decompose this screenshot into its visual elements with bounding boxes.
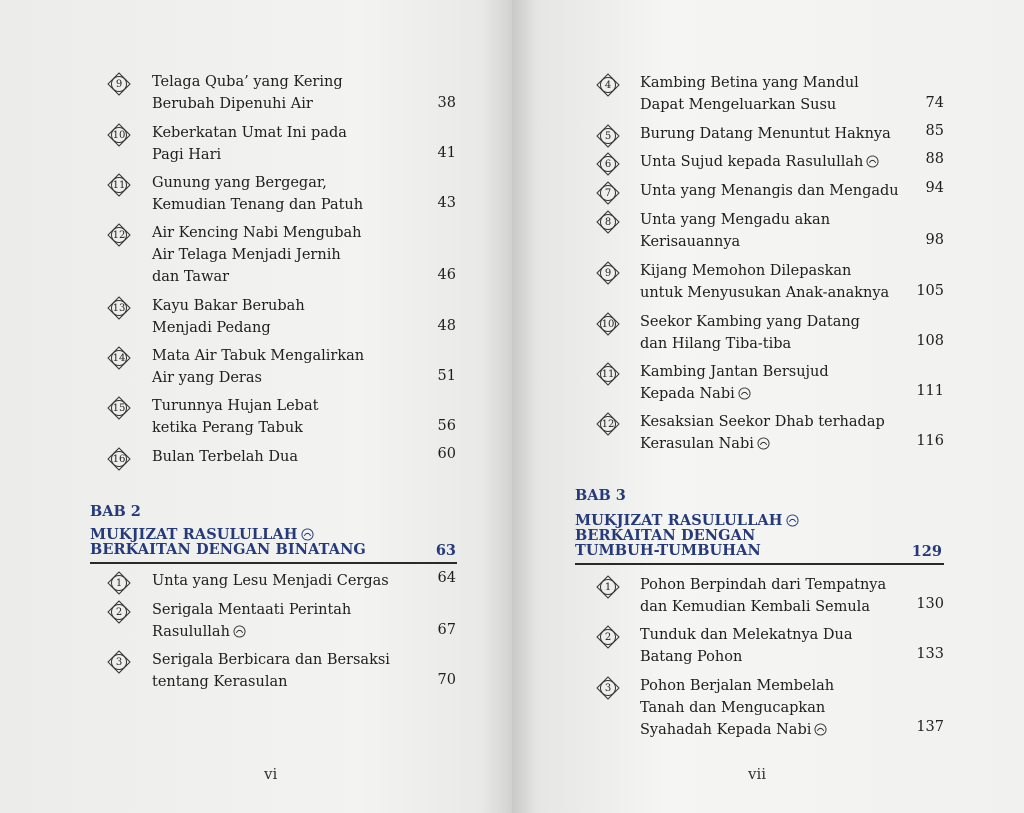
toc-entry-page: 108 bbox=[916, 333, 944, 349]
chapter-title-line: TUMBUH-TUMBUHAN bbox=[575, 542, 761, 559]
salawat-glyph-icon bbox=[233, 625, 246, 638]
toc-entry-title[interactable]: Seekor Kambing yang Datang dan Hilang Tiba-tiba bbox=[640, 314, 860, 352]
toc-entry-page: 116 bbox=[916, 433, 944, 449]
chapter-title-line: MUKJIZAT RASULULLAH bbox=[575, 512, 783, 529]
entry-number-badge: 2 bbox=[596, 625, 620, 649]
toc-entry-title[interactable]: Serigala Mentaati Perintah Rasulullah bbox=[152, 602, 352, 640]
entry-number-badge: 14 bbox=[107, 346, 131, 370]
entry-number-badge: 15 bbox=[107, 396, 131, 420]
toc-entry-title[interactable]: Pohon Berjalan Membelah Tanah dan Mengucapkan Syahadah Kepada Nabi bbox=[640, 678, 835, 738]
entry-number-badge: 1 bbox=[596, 575, 620, 599]
page-number-folio: vi bbox=[264, 765, 278, 783]
toc-entry-title[interactable]: Kijang Memohon Dilepaskan untuk Menyusukan Anak-anaknya bbox=[640, 263, 890, 301]
salawat-glyph-icon bbox=[738, 387, 751, 400]
toc-entry-page: 46 bbox=[437, 267, 456, 283]
toc-entry-page: 88 bbox=[925, 151, 944, 167]
chapter-divider bbox=[575, 563, 944, 565]
entry-number-badge: 5 bbox=[596, 124, 620, 148]
toc-entry-page: 111 bbox=[916, 383, 944, 399]
toc-entry-page: 94 bbox=[925, 180, 944, 196]
toc-entry-title[interactable]: Kayu Bakar Berubah Menjadi Pedang bbox=[152, 298, 305, 336]
chapter-label: BAB 3 bbox=[575, 487, 626, 504]
entry-number-badge: 12 bbox=[596, 412, 620, 436]
chapter-page: 63 bbox=[435, 542, 456, 559]
entry-number-badge: 9 bbox=[107, 72, 131, 96]
salawat-glyph-icon bbox=[301, 528, 314, 541]
chapter-title[interactable] bbox=[90, 527, 366, 557]
toc-entry-title[interactable]: Pohon Berpindah dari Tempatnya dan Kemudian Kembali Semula bbox=[640, 577, 887, 615]
toc-entry-title[interactable]: Turunnya Hujan Lebat ketika Perang Tabuk bbox=[152, 398, 319, 436]
entry-number-badge: 8 bbox=[596, 210, 620, 234]
entry-number-badge: 2 bbox=[107, 600, 131, 624]
entry-number-badge: 1 bbox=[107, 571, 131, 595]
entry-number-badge: 12 bbox=[107, 223, 131, 247]
toc-entry-page: 43 bbox=[437, 195, 456, 211]
salawat-glyph-icon bbox=[814, 723, 827, 736]
chapter-title-line: BERKAITAN DENGAN BINATANG bbox=[90, 541, 366, 558]
toc-entry-title[interactable]: Unta yang Lesu Menjadi Cergas bbox=[152, 573, 389, 589]
toc-entry-title[interactable]: Bulan Terbelah Dua bbox=[152, 449, 298, 465]
toc-entry-title[interactable]: Unta Sujud kepada Rasulullah bbox=[640, 151, 879, 173]
toc-entry-page: 98 bbox=[925, 232, 944, 248]
toc-entry-page: 64 bbox=[437, 570, 456, 586]
entry-number-badge: 4 bbox=[596, 73, 620, 97]
chapter-label: BAB 2 bbox=[90, 503, 141, 520]
toc-entry-page: 70 bbox=[437, 672, 456, 688]
toc-entry-title[interactable]: Kambing Jantan Bersujud Kepada Nabi bbox=[640, 364, 829, 402]
toc-entry-page: 137 bbox=[916, 719, 944, 735]
toc-entry-page: 133 bbox=[916, 646, 944, 662]
toc-entry-title[interactable]: Gunung yang Bergegar, Kemudian Tenang dan Patuh bbox=[152, 175, 364, 213]
toc-entry-title[interactable]: Kambing Betina yang Mandul Dapat Mengeluarkan Susu bbox=[640, 75, 859, 113]
toc-entry-page: 74 bbox=[925, 95, 944, 111]
entry-number-badge: 10 bbox=[107, 123, 131, 147]
page-number-folio: vii bbox=[748, 765, 767, 783]
toc-entry-title[interactable]: Air Kencing Nabi Mengubah Air Telaga Menjadi Jernih dan Tawar bbox=[152, 225, 362, 285]
toc-entry-page: 56 bbox=[437, 418, 456, 434]
entry-number-badge: 13 bbox=[107, 296, 131, 320]
toc-entry-page: 38 bbox=[437, 95, 456, 111]
chapter-title-line: BERKAITAN DENGAN bbox=[575, 527, 756, 544]
right-page bbox=[512, 0, 1024, 813]
salawat-glyph-icon bbox=[757, 437, 770, 450]
chapter-divider bbox=[90, 562, 457, 564]
toc-entry-title[interactable]: Kesaksian Seekor Dhab terhadap Kerasulan Nabi bbox=[640, 414, 885, 452]
entry-number-badge: 7 bbox=[596, 181, 620, 205]
entry-number-badge: 16 bbox=[107, 447, 131, 471]
entry-number-badge: 3 bbox=[107, 650, 131, 674]
entry-number-badge: 6 bbox=[596, 152, 620, 176]
chapter-title-line: MUKJIZAT RASULULLAH bbox=[90, 526, 298, 543]
toc-entry-title[interactable]: Unta yang Mengadu akan Kerisauannya bbox=[640, 212, 831, 250]
toc-entry-page: 67 bbox=[437, 622, 456, 638]
toc-entry-page: 60 bbox=[437, 446, 456, 462]
salawat-glyph-icon bbox=[786, 514, 799, 527]
toc-entry-page: 130 bbox=[916, 596, 944, 612]
chapter-title[interactable] bbox=[575, 513, 799, 558]
toc-entry-page: 105 bbox=[916, 283, 944, 299]
toc-entry-title[interactable]: Mata Air Tabuk Mengalirkan Air yang Deras bbox=[152, 348, 365, 386]
entry-number-badge: 11 bbox=[107, 173, 131, 197]
toc-entry-title[interactable]: Telaga Quba’ yang Kering Berubah Dipenuhi Air bbox=[152, 74, 343, 112]
toc-entry-page: 51 bbox=[437, 368, 456, 384]
salawat-glyph-icon bbox=[866, 155, 879, 168]
toc-entry-title[interactable]: Burung Datang Menuntut Haknya bbox=[640, 126, 891, 142]
chapter-page: 129 bbox=[911, 543, 942, 560]
toc-entry-page: 41 bbox=[437, 145, 456, 161]
toc-entry-title[interactable]: Serigala Berbicara dan Bersaksi tentang Kerasulan bbox=[152, 652, 390, 690]
toc-entry-title[interactable]: Keberkatan Umat Ini pada Pagi Hari bbox=[152, 125, 347, 163]
entry-number-badge: 10 bbox=[596, 312, 620, 336]
entry-number-badge: 9 bbox=[596, 261, 620, 285]
entry-number-badge: 3 bbox=[596, 676, 620, 700]
toc-entry-page: 48 bbox=[437, 318, 456, 334]
entry-number-badge: 11 bbox=[596, 362, 620, 386]
toc-entry-title[interactable]: Unta yang Menangis dan Mengadu bbox=[640, 183, 899, 199]
toc-entry-title[interactable]: Tunduk dan Melekatnya Dua Batang Pohon bbox=[640, 627, 853, 665]
toc-entry-page: 85 bbox=[925, 123, 944, 139]
